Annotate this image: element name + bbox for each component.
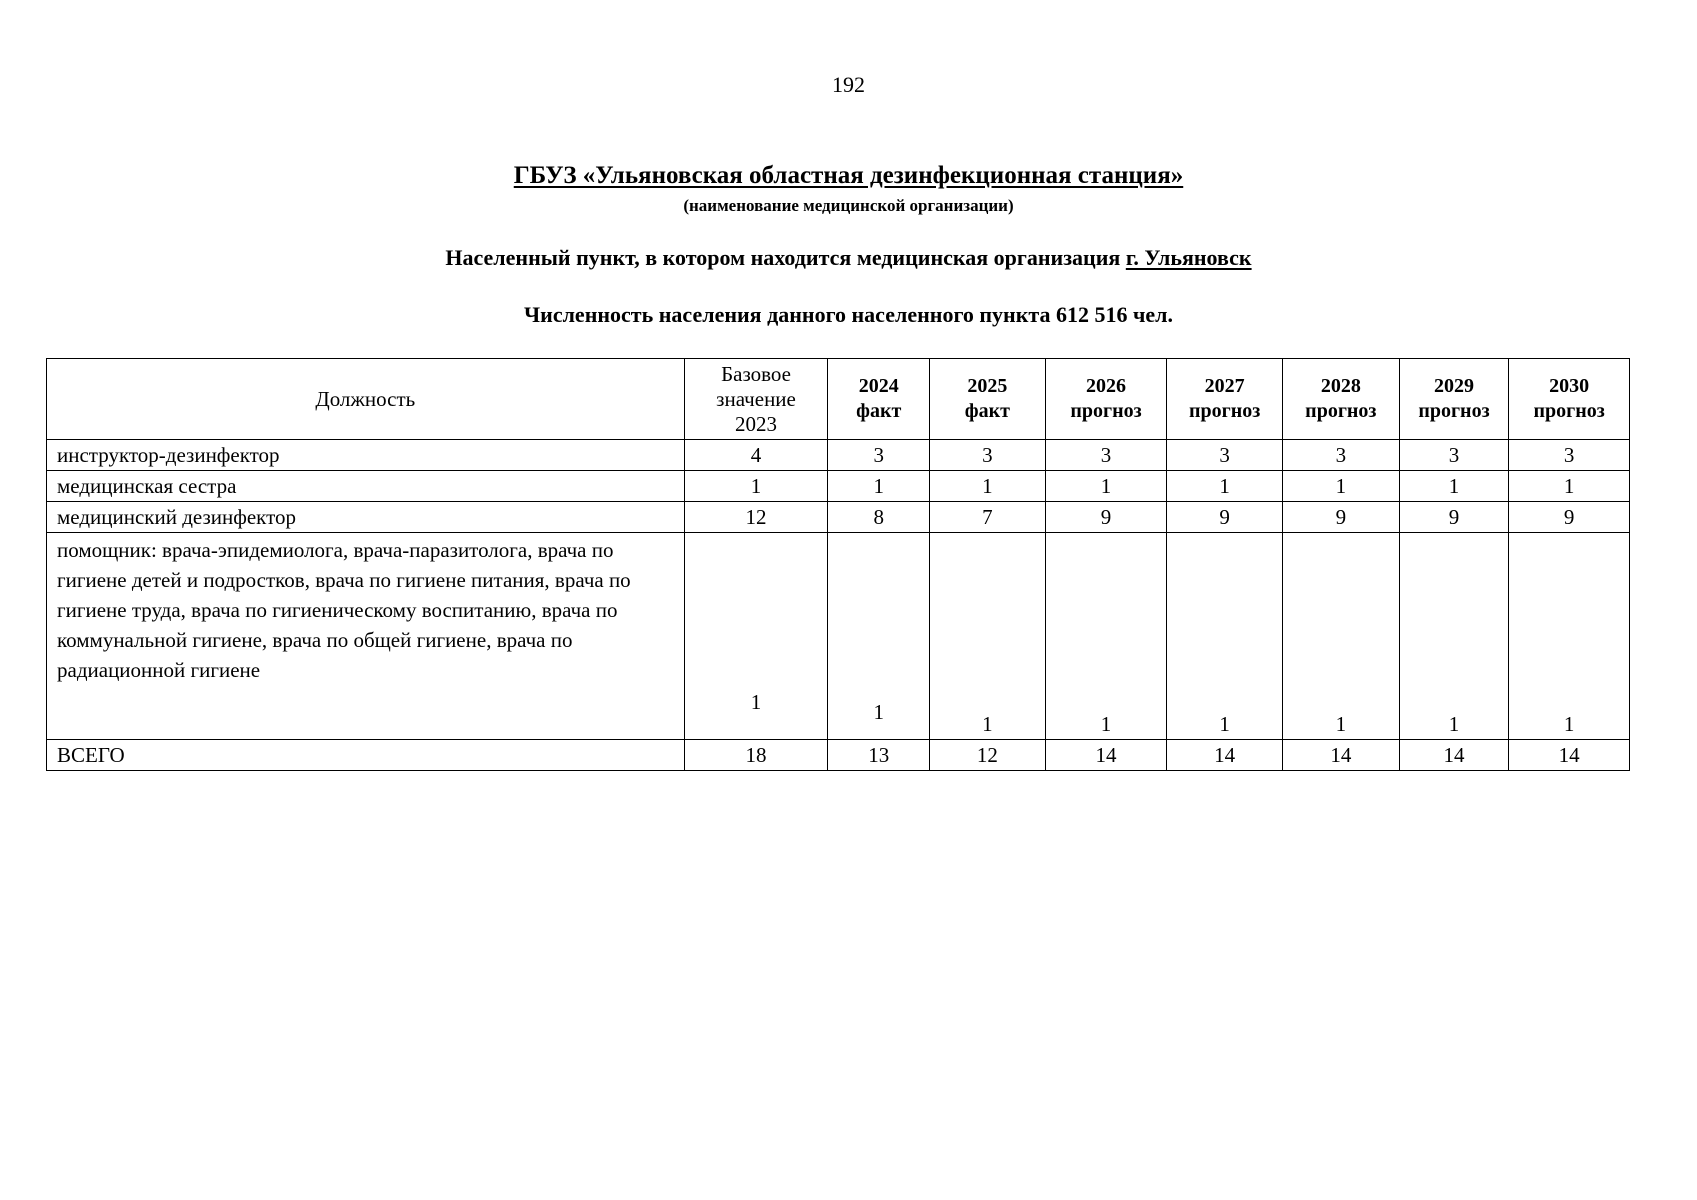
cell-2030: 1 bbox=[1509, 471, 1630, 502]
cell-2029: 14 bbox=[1399, 740, 1509, 771]
header-2028-year: 2028 bbox=[1320, 375, 1361, 397]
header-2025-year: 2025 bbox=[967, 375, 1008, 397]
header-base-line-3: 2023 bbox=[735, 411, 778, 436]
cell-2030: 1 bbox=[1509, 533, 1630, 740]
header-2026 bbox=[1045, 359, 1167, 440]
locality-line bbox=[0, 245, 1697, 271]
cell-2030: 3 bbox=[1509, 440, 1630, 471]
header-2026-year: 2026 bbox=[1086, 375, 1126, 397]
cell-2027: 1 bbox=[1167, 533, 1283, 740]
header-2030-year: 2030 bbox=[1549, 375, 1590, 397]
cell-2025: 3 bbox=[930, 440, 1046, 471]
header-base-line-1: Базовое bbox=[721, 361, 791, 386]
table-row bbox=[47, 502, 1630, 533]
table-row bbox=[47, 440, 1630, 471]
cell-2029: 9 bbox=[1399, 502, 1509, 533]
cell-2028: 3 bbox=[1283, 440, 1400, 471]
cell-base: 4 bbox=[684, 440, 828, 471]
header-2027 bbox=[1167, 359, 1283, 440]
row-position: инструктор-дезинфектор bbox=[47, 440, 685, 471]
cell-2025: 12 bbox=[930, 740, 1046, 771]
staff-table bbox=[46, 358, 1630, 771]
cell-2025: 7 bbox=[930, 502, 1046, 533]
table-row-total bbox=[47, 740, 1630, 771]
cell-2026: 14 bbox=[1045, 740, 1167, 771]
header-2029 bbox=[1399, 359, 1509, 440]
cell-2025: 1 bbox=[930, 471, 1046, 502]
cell-2027: 1 bbox=[1167, 471, 1283, 502]
cell-2024: 3 bbox=[828, 440, 930, 471]
header-2026-kind: прогноз bbox=[1070, 400, 1142, 422]
cell-2027: 3 bbox=[1167, 440, 1283, 471]
header-2024 bbox=[828, 359, 930, 440]
header-2027-year: 2027 bbox=[1204, 375, 1245, 397]
header-2024-year: 2024 bbox=[858, 375, 899, 397]
row-position: ВСЕГО bbox=[47, 740, 685, 771]
organization-name: ГБУЗ «Ульяновская областная дезинфекционная станция» bbox=[513, 162, 1184, 189]
cell-2029: 3 bbox=[1399, 440, 1509, 471]
cell-base: 18 bbox=[684, 740, 828, 771]
cell-2030: 14 bbox=[1509, 740, 1630, 771]
table-row bbox=[47, 533, 1630, 740]
cell-2026: 1 bbox=[1045, 471, 1167, 502]
cell-2024: 8 bbox=[828, 502, 930, 533]
header-2029-year: 2029 bbox=[1433, 375, 1474, 397]
header-2027-kind: прогноз bbox=[1189, 400, 1261, 422]
row-position: медицинская сестра bbox=[47, 471, 685, 502]
cell-2027: 14 bbox=[1167, 740, 1283, 771]
header-2030-kind: прогноз bbox=[1533, 400, 1605, 422]
header-2030 bbox=[1509, 359, 1630, 440]
cell-2024: 1 bbox=[828, 533, 930, 740]
row-position: помощник: врача-эпидемиолога, врача-паразитолога, врача по гигиене детей и подростков, врача по гигиене питания, врача по гигиене труда, врача по гигиеническому воспитанию, врача по коммунальной гигиене, врача по общей гигиене, врача по радиационной гигиене bbox=[47, 533, 685, 740]
cell-2028: 1 bbox=[1283, 533, 1400, 740]
table-row bbox=[47, 471, 1630, 502]
header-base-line-2: значение bbox=[716, 386, 796, 411]
cell-2029: 1 bbox=[1399, 471, 1509, 502]
cell-2028: 9 bbox=[1283, 502, 1400, 533]
cell-2025: 1 bbox=[930, 533, 1046, 740]
cell-2028: 14 bbox=[1283, 740, 1400, 771]
header-2025-kind: факт bbox=[964, 400, 1010, 422]
header-2028-kind: прогноз bbox=[1305, 400, 1377, 422]
header-2028 bbox=[1283, 359, 1400, 440]
cell-2027: 9 bbox=[1167, 502, 1283, 533]
cell-2030: 9 bbox=[1509, 502, 1630, 533]
cell-2024: 1 bbox=[828, 471, 930, 502]
cell-2026: 1 bbox=[1045, 533, 1167, 740]
locality-prefix: Населенный пункт, в котором находится медицинская организация bbox=[445, 245, 1121, 270]
row-position: медицинский дезинфектор bbox=[47, 502, 685, 533]
cell-2026: 9 bbox=[1045, 502, 1167, 533]
locality-city: г. Ульяновск bbox=[1125, 245, 1252, 270]
population-line: Численность населения данного населенного пункта 612 516 чел. bbox=[524, 302, 1173, 327]
cell-2029: 1 bbox=[1399, 533, 1509, 740]
cell-base: 1 bbox=[684, 471, 828, 502]
table-header-row bbox=[47, 359, 1630, 440]
cell-2028: 1 bbox=[1283, 471, 1400, 502]
cell-base: 12 bbox=[684, 502, 828, 533]
header-2029-kind: прогноз bbox=[1418, 400, 1490, 422]
header-position: Должность bbox=[47, 359, 685, 440]
page-number: 192 bbox=[832, 72, 865, 97]
organization-caption: (наименование медицинской организации) bbox=[683, 196, 1014, 215]
header-2025 bbox=[930, 359, 1046, 440]
cell-base: 1 bbox=[684, 533, 828, 740]
header-base bbox=[684, 359, 828, 440]
cell-2024: 13 bbox=[828, 740, 930, 771]
header-2024-kind: факт bbox=[856, 400, 902, 422]
cell-2026: 3 bbox=[1045, 440, 1167, 471]
